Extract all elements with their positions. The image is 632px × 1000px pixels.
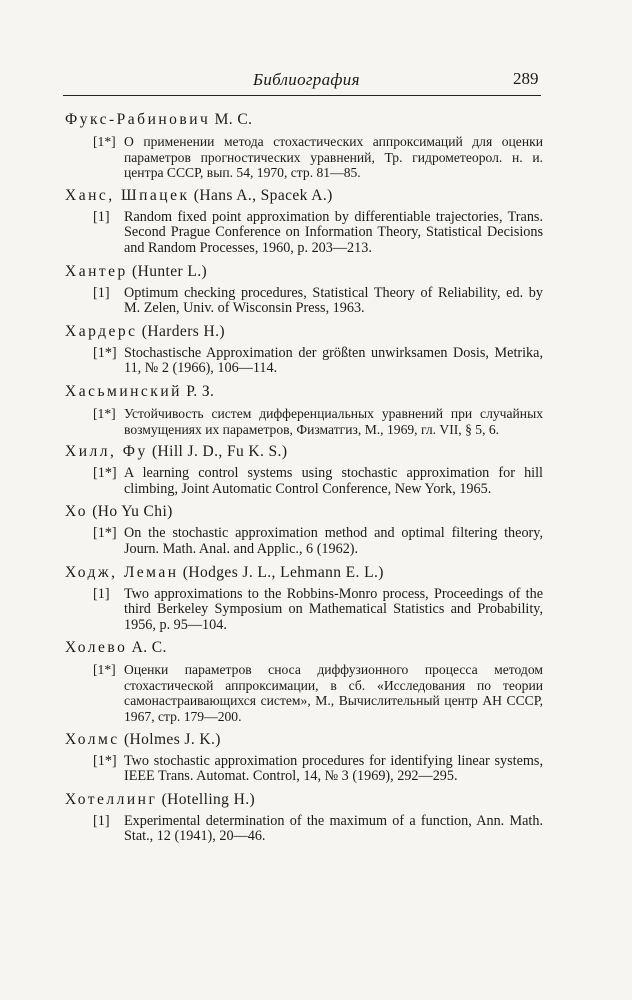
bib-author (65, 730, 543, 750)
bib-author-detail: (Harders H.) (137, 322, 225, 340)
bib-entry (65, 790, 543, 845)
bib-reference-text: Experimental determination of the maximum of a function, Ann. Math. Stat., 12 (1941), 20—46. (124, 812, 543, 845)
bib-author-detail: (Ho Yu Chi) (87, 503, 173, 521)
bib-reference (65, 346, 543, 377)
bib-reference (65, 526, 543, 557)
bib-reference-number: [1*] (93, 752, 117, 769)
bib-entry (65, 638, 543, 724)
bib-author (65, 638, 543, 658)
bib-author-detail: (Hill J. D., Fu K. S.) (147, 443, 288, 461)
bib-reference-text: Stochastische Approximation der größten unwirksamen Dosis, Metrika, 11, № 2 (1966), 106—114. (124, 344, 543, 377)
bib-author (65, 186, 543, 206)
bib-author-detail: (Hunter L.) (127, 262, 208, 280)
header-rule (63, 95, 541, 96)
bib-reference-number: [1] (93, 585, 110, 602)
bib-reference-text: On the stochastic approximation method and optimal filtering theory, Journ. Math. Anal. and Applic., 6 (1962). (124, 525, 543, 557)
bib-reference-number: [1*] (93, 525, 117, 542)
bib-author-name: Ханс, Шпацек (65, 186, 190, 204)
bib-reference (65, 814, 543, 845)
bib-reference-number: [1*] (93, 134, 116, 149)
bib-entry (65, 186, 543, 257)
bib-author-name: Холмс (65, 730, 120, 748)
bib-reference-number: [1*] (93, 405, 116, 421)
bib-entry (65, 382, 543, 437)
bib-entry (65, 262, 543, 317)
bib-reference (65, 587, 543, 634)
bib-reference (65, 286, 543, 317)
bib-author-name: Хилл, Фу (65, 443, 148, 461)
bib-author-detail: Р. З. (181, 382, 215, 400)
bib-author (65, 502, 543, 522)
bib-entry (65, 110, 543, 181)
bib-reference-number: [1] (93, 812, 110, 829)
bib-entry (65, 502, 543, 557)
bib-author (65, 563, 543, 583)
bib-reference (65, 754, 543, 785)
bib-author-name: Хардерс (65, 322, 138, 340)
bib-author-name: Хантер (65, 262, 128, 280)
bib-author (65, 382, 543, 402)
bib-reference-number: [1*] (93, 465, 117, 482)
bib-entry (65, 322, 543, 377)
bib-author-detail: А. С. (127, 639, 167, 657)
bib-author (65, 790, 543, 810)
bib-reference-text: Two stochastic approximation procedures for identifying linear systems, IEEE Trans. Automat. Control, 14, № 3 (1969), 292—295. (124, 752, 543, 785)
bib-reference-text: A learning control systems using stochastic approximation for hill climbing, Joint Automatic Control Conference, New York, 1965. (124, 465, 543, 497)
bib-reference-number: [1] (93, 284, 110, 301)
bib-reference-text: Устойчивость систем дифференциальных уравнений при случайных возмущениях их параметров, Физматгиз, М., 1969, гл. VII, § 5, 6. (124, 405, 543, 437)
page-number: 289 (513, 69, 539, 88)
bib-reference (65, 662, 543, 724)
bib-reference-number: [1] (93, 208, 110, 225)
bib-author-name: Фукс-Рабинович (65, 111, 211, 128)
bib-reference (65, 134, 543, 181)
bib-reference-text: Random fixed point approximation by differentiable trajectories, Trans. Second Prague Conference on Information Theory, Statistical Decisions and Random Processes, 1960, p. 203—213. (124, 208, 543, 256)
bib-reference-text: Two approximations to the Robbins-Monro process, Proceedings of the third Berkeley Symposium on Mathematical Statistics and Probability, 1956, p. 95—104. (124, 585, 543, 633)
bibliography-list (65, 110, 543, 850)
bib-entry (65, 730, 543, 785)
bib-author-name: Хотеллинг (65, 790, 158, 808)
bib-author-detail: (Hodges J. L., Lehmann E. L.) (178, 563, 384, 581)
bib-reference-text: О применении метода стохастических аппроксимаций для оценки параметров прогностических уравнений, Тр. гидрометеорол. н. и. центра СССР, вып. 54, 1970, стр. 81—85. (124, 134, 543, 181)
bib-reference-number: [1*] (93, 344, 117, 361)
bib-author (65, 262, 543, 282)
bib-author-name: Ходж, Леман (65, 563, 179, 581)
bib-author-detail: (Hans A., Spacek A.) (189, 186, 333, 204)
bib-reference-text: Оценки параметров сноса диффузионного процесса методом стохастической аппроксимации, в сб. «Исследования по теории самонастраивающихся систем», М., Вычислительный центр АН СССР, 1967, стр. 179—200. (124, 662, 543, 725)
bib-author-name: Хасьминский (65, 382, 182, 400)
bib-reference (65, 210, 543, 257)
running-header-title: Библиография (253, 70, 360, 89)
bib-author (65, 442, 543, 462)
bib-reference (65, 406, 543, 437)
bib-author-name: Хо (65, 503, 88, 521)
bib-author (65, 110, 543, 130)
bib-author (65, 322, 543, 342)
bib-author-detail: (Hotelling H.) (157, 790, 256, 808)
bib-entry (65, 563, 543, 634)
bib-author-detail: М. С. (210, 111, 253, 128)
bib-entry (65, 442, 543, 497)
bib-reference-number: [1*] (93, 662, 116, 678)
bib-reference-text: Optimum checking procedures, Statistical Theory of Reliability, ed. by M. Zelen, Univ. of Wisconsin Press, 1963. (124, 284, 543, 317)
bib-author-detail: (Holmes J. K.) (119, 730, 221, 748)
bib-author-name: Холево (65, 639, 128, 657)
bib-reference (65, 466, 543, 497)
